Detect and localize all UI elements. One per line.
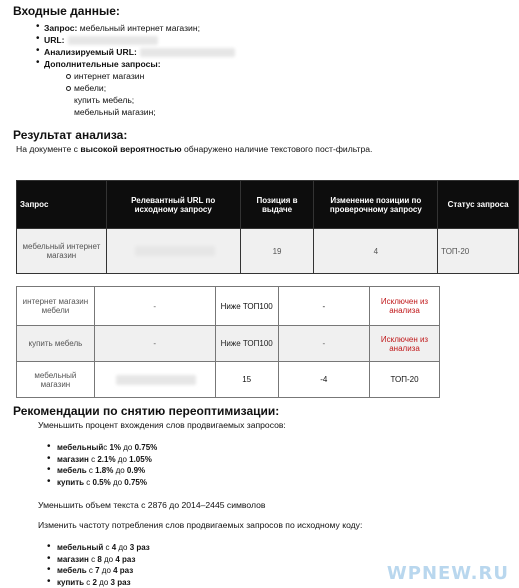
result-heading: Результат анализа: — [13, 128, 128, 142]
input-list — [44, 22, 235, 118]
table-row — [17, 326, 440, 362]
cell-position: 15 — [215, 362, 278, 398]
cell-status: ТОП-20 — [370, 362, 440, 398]
extra-table — [16, 286, 440, 398]
freq-list — [57, 542, 150, 588]
list-item: • мебель с 7 до 4 раз — [57, 565, 150, 577]
extra-item: мебельный магазин; — [74, 107, 156, 117]
result-text: На документе с высокой вероятностью обнаружено наличие текстового пост-фильтра. — [16, 144, 373, 154]
list-item: • мебельныйс 1% до 0.75% — [57, 442, 157, 454]
extra-item: купить мебель; — [74, 95, 135, 105]
input-heading: Входные данные: — [13, 4, 120, 18]
cell-status: ТОП-20 — [438, 229, 519, 274]
th-url: Релевантный URL по исходному запросу — [106, 181, 240, 229]
cell-status: Исключен из анализа — [370, 287, 440, 326]
table-row — [17, 362, 440, 398]
th-query: Запрос — [17, 181, 107, 229]
watermark-logo: WPNEW.RU — [386, 563, 509, 584]
redacted-url — [116, 375, 196, 385]
url-item — [44, 34, 235, 46]
url-label: URL: — [44, 35, 65, 45]
result-table — [16, 180, 519, 274]
cell-position: Ниже ТОП100 — [215, 326, 278, 362]
extra-label: Дополнительные запросы: — [44, 59, 161, 69]
cell-url — [94, 362, 215, 398]
cell-change: - — [278, 287, 369, 326]
cell-change: -4 — [278, 362, 369, 398]
analyzed-url-item — [44, 46, 235, 58]
cell-url — [106, 229, 240, 274]
extra-item: мебели; — [74, 82, 235, 94]
table-row — [17, 229, 519, 274]
volume-text: Уменьшить объем текста с 2876 до 2014–2445 символов — [38, 500, 266, 510]
query-item — [44, 22, 235, 34]
cell-change: - — [278, 326, 369, 362]
cell-query: мебельный магазин — [17, 362, 95, 398]
th-position: Позиция в выдаче — [240, 181, 314, 229]
th-change: Изменение позиции по проверочному запросу — [314, 181, 438, 229]
list-item: • мебель с 1.8% до 0.9% — [57, 465, 157, 477]
cell-url: - — [94, 326, 215, 362]
percent-list — [57, 442, 157, 488]
cell-change: 4 — [314, 229, 438, 274]
redacted-analyzed-url — [140, 48, 235, 57]
cell-position: 19 — [240, 229, 314, 274]
recs-intro: Уменьшить процент вхождения слов продвигаемых запросов: — [38, 420, 286, 430]
th-status: Статус запроса — [438, 181, 519, 229]
list-item: • магазин с 2.1% до 1.05% — [57, 454, 157, 466]
redacted-url — [68, 36, 158, 45]
cell-query: мебельный интернет магазин — [17, 229, 107, 274]
cell-query: купить мебель — [17, 326, 95, 362]
freq-intro: Изменить частоту потребления слов продвигаемых запросов по исходному коду: — [38, 520, 363, 530]
query-label: Запрос: — [44, 23, 78, 33]
cell-url: - — [94, 287, 215, 326]
list-item: • купить с 0.5% до 0.75% — [57, 477, 157, 489]
cell-status: Исключен из анализа — [370, 326, 440, 362]
table-row — [17, 287, 440, 326]
recs-heading: Рекомендации по снятию переоптимизации: — [13, 404, 280, 418]
list-item: • магазин с 8 до 4 раз — [57, 554, 150, 566]
cell-query: интернет магазин мебели — [17, 287, 95, 326]
list-item: • мебельный с 4 до 3 раз — [57, 542, 150, 554]
redacted-url — [135, 246, 215, 256]
cell-position: Ниже ТОП100 — [215, 287, 278, 326]
extra-list — [74, 70, 235, 118]
query-value: мебельный интернет магазин; — [79, 23, 200, 33]
analyzed-url-label: Анализируемый URL: — [44, 47, 137, 57]
extra-queries-item — [44, 58, 235, 118]
list-item: • купить с 2 до 3 раз — [57, 577, 150, 588]
extra-item: интернет магазин — [74, 70, 235, 82]
